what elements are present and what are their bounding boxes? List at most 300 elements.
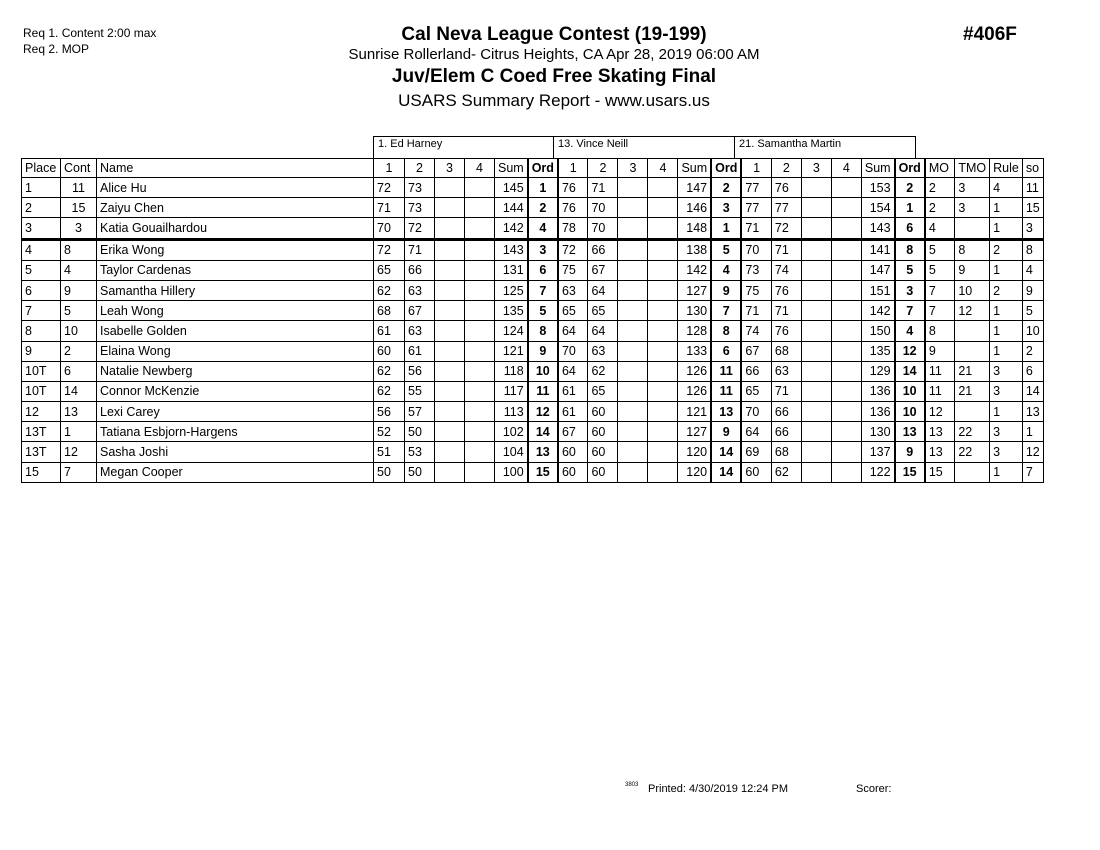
table-row <box>22 422 1044 442</box>
table-cell <box>801 239 831 260</box>
requirements <box>23 25 156 57</box>
table-cell <box>801 381 831 401</box>
table-cell: 61 <box>374 321 405 341</box>
table-cell: Lexi Carey <box>97 402 374 422</box>
table-cell: 75 <box>741 280 771 300</box>
table-cell <box>648 280 678 300</box>
table-cell: 71 <box>741 301 771 321</box>
table-cell: 6 <box>61 361 97 381</box>
table-cell <box>831 442 861 462</box>
table-cell: 60 <box>558 442 588 462</box>
table-cell: Connor McKenzie <box>97 381 374 401</box>
table-cell: 14 <box>61 381 97 401</box>
table-cell: 128 <box>678 321 711 341</box>
column-header: 3 <box>801 159 831 178</box>
table-cell: 10 <box>1022 321 1043 341</box>
table-row <box>22 239 1044 260</box>
table-cell: 15 <box>895 462 925 482</box>
footer-code: 3803 <box>625 782 639 788</box>
table-cell <box>435 218 465 239</box>
table-cell: 9 <box>895 442 925 462</box>
table-cell: 60 <box>558 462 588 482</box>
table-cell: 136 <box>861 381 894 401</box>
table-cell: 117 <box>495 381 528 401</box>
table-cell: 2 <box>925 178 955 198</box>
table-cell: 9 <box>711 422 741 442</box>
table-cell: 4 <box>22 239 61 260</box>
table-cell <box>618 218 648 239</box>
column-header: Sum <box>678 159 711 178</box>
table-cell: 4 <box>711 260 741 280</box>
table-cell: 10 <box>955 280 990 300</box>
column-header: 1 <box>741 159 771 178</box>
table-cell <box>801 442 831 462</box>
table-cell: 13 <box>925 442 955 462</box>
table-cell: 142 <box>861 301 894 321</box>
table-cell: 7 <box>895 301 925 321</box>
table-cell <box>435 198 465 218</box>
table-row <box>22 442 1044 462</box>
table-cell: 12 <box>528 402 558 422</box>
table-cell: 63 <box>771 361 801 381</box>
table-cell: 120 <box>678 442 711 462</box>
table-cell: 74 <box>771 260 801 280</box>
table-row <box>22 381 1044 401</box>
table-cell: 67 <box>558 422 588 442</box>
table-cell: 15 <box>925 462 955 482</box>
table-cell <box>618 381 648 401</box>
table-cell: Megan Cooper <box>97 462 374 482</box>
column-header: Sum <box>495 159 528 178</box>
table-cell: 65 <box>588 301 618 321</box>
table-cell <box>618 462 648 482</box>
table-cell <box>801 280 831 300</box>
table-cell: 127 <box>678 422 711 442</box>
table-cell: 127 <box>678 280 711 300</box>
table-cell: 61 <box>558 381 588 401</box>
column-header: 2 <box>771 159 801 178</box>
table-cell: 13T <box>22 442 61 462</box>
table-cell: 22 <box>955 422 990 442</box>
column-header: Ord <box>711 159 741 178</box>
table-header-row <box>22 159 1044 178</box>
table-cell: Katia Gouailhardou <box>97 218 374 239</box>
table-cell: 11 <box>528 381 558 401</box>
table-cell: 5 <box>711 239 741 260</box>
column-header: Rule <box>990 159 1023 178</box>
table-cell: 15 <box>1022 198 1043 218</box>
table-cell <box>831 402 861 422</box>
table-cell: 10T <box>22 361 61 381</box>
table-cell: 135 <box>861 341 894 361</box>
table-cell: 9 <box>528 341 558 361</box>
table-cell: 2 <box>61 341 97 361</box>
table-cell <box>831 239 861 260</box>
column-header: 3 <box>618 159 648 178</box>
table-cell <box>618 301 648 321</box>
table-cell: 9 <box>22 341 61 361</box>
table-cell: 5 <box>895 260 925 280</box>
table-row <box>22 321 1044 341</box>
table-cell: 50 <box>405 422 435 442</box>
table-row <box>22 178 1044 198</box>
table-cell: 73 <box>405 178 435 198</box>
table-cell: 13 <box>1022 402 1043 422</box>
table-cell: 14 <box>895 361 925 381</box>
table-cell <box>801 361 831 381</box>
column-header: Ord <box>528 159 558 178</box>
table-cell: 12 <box>925 402 955 422</box>
requirement-2: Req 2. MOP <box>23 42 90 56</box>
table-cell <box>435 280 465 300</box>
column-header: Ord <box>895 159 925 178</box>
table-cell: 3 <box>990 422 1023 442</box>
table-cell: 2 <box>895 178 925 198</box>
table-cell: 1 <box>22 178 61 198</box>
table-cell: 131 <box>495 260 528 280</box>
table-cell <box>618 280 648 300</box>
table-cell: 133 <box>678 341 711 361</box>
table-cell: 3 <box>990 381 1023 401</box>
table-cell: 135 <box>495 301 528 321</box>
table-cell: 50 <box>405 462 435 482</box>
table-cell: 21 <box>955 361 990 381</box>
table-cell: 70 <box>588 218 618 239</box>
table-cell: 9 <box>711 280 741 300</box>
table-cell <box>831 341 861 361</box>
table-cell <box>618 260 648 280</box>
table-cell: 66 <box>405 260 435 280</box>
table-cell: 6 <box>1022 361 1043 381</box>
table-cell: 1 <box>990 301 1023 321</box>
table-cell: 56 <box>405 361 435 381</box>
table-cell: 145 <box>495 178 528 198</box>
table-cell: 12 <box>955 301 990 321</box>
table-cell: 72 <box>374 239 405 260</box>
table-cell <box>955 218 990 239</box>
table-cell: 3 <box>990 361 1023 381</box>
table-cell: 143 <box>495 239 528 260</box>
table-cell <box>831 321 861 341</box>
table-cell: 21 <box>955 381 990 401</box>
table-cell: Sasha Joshi <box>97 442 374 462</box>
table-cell: 3 <box>990 442 1023 462</box>
table-cell: 102 <box>495 422 528 442</box>
table-cell: 8 <box>1022 239 1043 260</box>
table-cell: 137 <box>861 442 894 462</box>
table-cell: 71 <box>771 301 801 321</box>
table-cell: 126 <box>678 381 711 401</box>
column-header: 4 <box>648 159 678 178</box>
table-cell: 4 <box>895 321 925 341</box>
table-cell <box>831 361 861 381</box>
table-cell <box>618 178 648 198</box>
table-cell: 8 <box>955 239 990 260</box>
table-cell: 72 <box>405 218 435 239</box>
table-cell <box>801 198 831 218</box>
table-cell: 69 <box>741 442 771 462</box>
table-cell: 124 <box>495 321 528 341</box>
table-cell: 13 <box>528 442 558 462</box>
column-header: Place <box>22 159 61 178</box>
table-cell: 2 <box>990 280 1023 300</box>
table-cell: 62 <box>374 381 405 401</box>
table-cell: 78 <box>558 218 588 239</box>
table-cell <box>618 402 648 422</box>
column-header: so <box>1022 159 1043 178</box>
table-cell: 9 <box>925 341 955 361</box>
table-cell: 9 <box>955 260 990 280</box>
table-cell: 2 <box>1022 341 1043 361</box>
table-cell: 62 <box>771 462 801 482</box>
table-cell: 7 <box>925 280 955 300</box>
table-cell <box>648 239 678 260</box>
table-cell: 57 <box>405 402 435 422</box>
table-cell: 13T <box>22 422 61 442</box>
table-cell: 11 <box>925 381 955 401</box>
table-cell: 76 <box>771 280 801 300</box>
judge-3-header: 21. Samantha Martin <box>734 136 916 158</box>
table-cell <box>801 422 831 442</box>
table-cell: 1 <box>1022 422 1043 442</box>
contest-title: Cal Neva League Contest (19-199) <box>401 24 707 45</box>
table-cell: 65 <box>558 301 588 321</box>
table-cell: 14 <box>711 442 741 462</box>
table-cell: 13 <box>711 402 741 422</box>
table-cell <box>435 402 465 422</box>
table-cell <box>955 402 990 422</box>
table-cell: 11 <box>925 361 955 381</box>
table-cell: 7 <box>528 280 558 300</box>
table-cell: 5 <box>61 301 97 321</box>
table-cell: 66 <box>771 422 801 442</box>
table-cell <box>801 402 831 422</box>
table-cell: 142 <box>678 260 711 280</box>
table-cell: 10T <box>22 381 61 401</box>
table-cell: 144 <box>495 198 528 218</box>
table-cell: 6 <box>711 341 741 361</box>
table-cell <box>465 260 495 280</box>
table-cell: 71 <box>405 239 435 260</box>
table-cell: 61 <box>405 341 435 361</box>
table-cell: 3 <box>955 178 990 198</box>
table-cell: 14 <box>711 462 741 482</box>
report-title: USARS Summary Report - www.usars.us <box>398 91 710 110</box>
table-cell: 154 <box>861 198 894 218</box>
table-cell: 3 <box>955 198 990 218</box>
table-cell <box>435 321 465 341</box>
table-cell: 153 <box>861 178 894 198</box>
table-cell: 5 <box>528 301 558 321</box>
table-cell: 12 <box>22 402 61 422</box>
table-row <box>22 280 1044 300</box>
event-code: #406F <box>963 24 1017 45</box>
table-cell: 126 <box>678 361 711 381</box>
table-cell: 73 <box>405 198 435 218</box>
table-cell <box>648 218 678 239</box>
table-cell: 66 <box>588 239 618 260</box>
table-cell: 3 <box>711 198 741 218</box>
table-cell: 136 <box>861 402 894 422</box>
table-cell <box>618 321 648 341</box>
table-cell: 63 <box>588 341 618 361</box>
table-cell <box>648 341 678 361</box>
table-cell: 7 <box>711 301 741 321</box>
table-cell <box>648 301 678 321</box>
table-cell: 70 <box>741 239 771 260</box>
table-cell: 143 <box>861 218 894 239</box>
column-header: Name <box>97 159 374 178</box>
table-cell: 77 <box>741 178 771 198</box>
table-cell: 60 <box>741 462 771 482</box>
table-cell: 71 <box>771 381 801 401</box>
table-cell <box>435 178 465 198</box>
table-cell: 11 <box>711 381 741 401</box>
table-cell: 8 <box>22 321 61 341</box>
table-cell: 122 <box>861 462 894 482</box>
table-cell <box>618 341 648 361</box>
table-cell: 125 <box>495 280 528 300</box>
table-cell <box>435 462 465 482</box>
table-cell <box>465 239 495 260</box>
table-cell: 67 <box>405 301 435 321</box>
table-cell: 147 <box>678 178 711 198</box>
table-cell: Elaina Wong <box>97 341 374 361</box>
table-cell: 70 <box>558 341 588 361</box>
table-cell: 4 <box>990 178 1023 198</box>
table-cell: 3 <box>895 280 925 300</box>
table-cell: Taylor Cardenas <box>97 260 374 280</box>
column-header: TMO <box>955 159 990 178</box>
table-cell: 64 <box>588 321 618 341</box>
table-cell: 129 <box>861 361 894 381</box>
table-cell: 1 <box>990 462 1023 482</box>
table-cell: 71 <box>588 178 618 198</box>
event-title: Juv/Elem C Coed Free Skating Final <box>391 66 717 87</box>
table-cell <box>801 321 831 341</box>
judge-1-header: 1. Ed Harney <box>373 136 554 158</box>
table-cell: 64 <box>741 422 771 442</box>
table-cell: 12 <box>61 442 97 462</box>
column-header: MO <box>925 159 955 178</box>
table-cell <box>648 442 678 462</box>
table-cell: 66 <box>771 402 801 422</box>
table-cell: 1 <box>990 341 1023 361</box>
table-cell: 65 <box>588 381 618 401</box>
table-cell: 4 <box>925 218 955 239</box>
table-cell: 77 <box>741 198 771 218</box>
table-cell: 5 <box>1022 301 1043 321</box>
table-cell: 148 <box>678 218 711 239</box>
table-cell: 71 <box>374 198 405 218</box>
table-cell: 8 <box>895 239 925 260</box>
table-cell: 64 <box>588 280 618 300</box>
table-cell: 7 <box>22 301 61 321</box>
table-row <box>22 341 1044 361</box>
table-cell <box>831 198 861 218</box>
table-cell: 75 <box>558 260 588 280</box>
table-cell <box>648 381 678 401</box>
table-cell: 9 <box>61 280 97 300</box>
table-cell: 66 <box>741 361 771 381</box>
table-cell: 2 <box>925 198 955 218</box>
table-cell: 15 <box>22 462 61 482</box>
contest-location: Sunrise Rollerland- Citrus Heights, CA Apr 28, 2019 06:00 AM <box>348 46 760 63</box>
table-cell <box>831 422 861 442</box>
table-cell: 63 <box>558 280 588 300</box>
table-cell: 68 <box>771 341 801 361</box>
table-cell: 7 <box>61 462 97 482</box>
table-cell <box>465 381 495 401</box>
table-cell <box>618 422 648 442</box>
table-cell: 3 <box>528 239 558 260</box>
table-cell: 7 <box>1022 462 1043 482</box>
table-cell: 67 <box>741 341 771 361</box>
table-cell: 4 <box>61 260 97 280</box>
table-cell: 13 <box>61 402 97 422</box>
table-cell: 121 <box>678 402 711 422</box>
table-cell: 67 <box>588 260 618 280</box>
table-cell <box>648 178 678 198</box>
table-cell: 11 <box>711 361 741 381</box>
table-cell <box>465 178 495 198</box>
table-cell: 100 <box>495 462 528 482</box>
results-table <box>21 158 1044 483</box>
table-cell: 104 <box>495 442 528 462</box>
table-cell: 2 <box>528 198 558 218</box>
table-cell: 60 <box>588 462 618 482</box>
table-cell <box>648 260 678 280</box>
table-cell <box>801 301 831 321</box>
table-cell: 118 <box>495 361 528 381</box>
table-cell: 7 <box>925 301 955 321</box>
table-cell: 62 <box>588 361 618 381</box>
table-cell: 130 <box>861 422 894 442</box>
table-row <box>22 260 1044 280</box>
table-cell: 64 <box>558 361 588 381</box>
table-cell: 70 <box>374 218 405 239</box>
table-cell: 146 <box>678 198 711 218</box>
table-cell: 6 <box>895 218 925 239</box>
table-cell: 2 <box>990 239 1023 260</box>
table-cell: 72 <box>374 178 405 198</box>
table-cell: 56 <box>374 402 405 422</box>
table-cell: 62 <box>374 361 405 381</box>
table-cell: Zaiyu Chen <box>97 198 374 218</box>
table-cell <box>831 462 861 482</box>
column-header: 3 <box>435 159 465 178</box>
table-cell: 5 <box>22 260 61 280</box>
table-cell <box>465 402 495 422</box>
table-cell: 12 <box>1022 442 1043 462</box>
table-cell: 60 <box>588 422 618 442</box>
table-cell <box>831 381 861 401</box>
table-cell: 10 <box>528 361 558 381</box>
table-cell: 8 <box>61 239 97 260</box>
table-cell: 9 <box>1022 280 1043 300</box>
table-cell: 10 <box>61 321 97 341</box>
table-row <box>22 462 1044 482</box>
table-cell <box>465 442 495 462</box>
column-header: Cont <box>61 159 97 178</box>
table-cell: 15 <box>61 198 97 218</box>
column-header: 2 <box>405 159 435 178</box>
table-cell: 4 <box>528 218 558 239</box>
table-cell <box>648 198 678 218</box>
table-cell: 5 <box>925 260 955 280</box>
table-cell <box>465 462 495 482</box>
table-cell <box>465 341 495 361</box>
